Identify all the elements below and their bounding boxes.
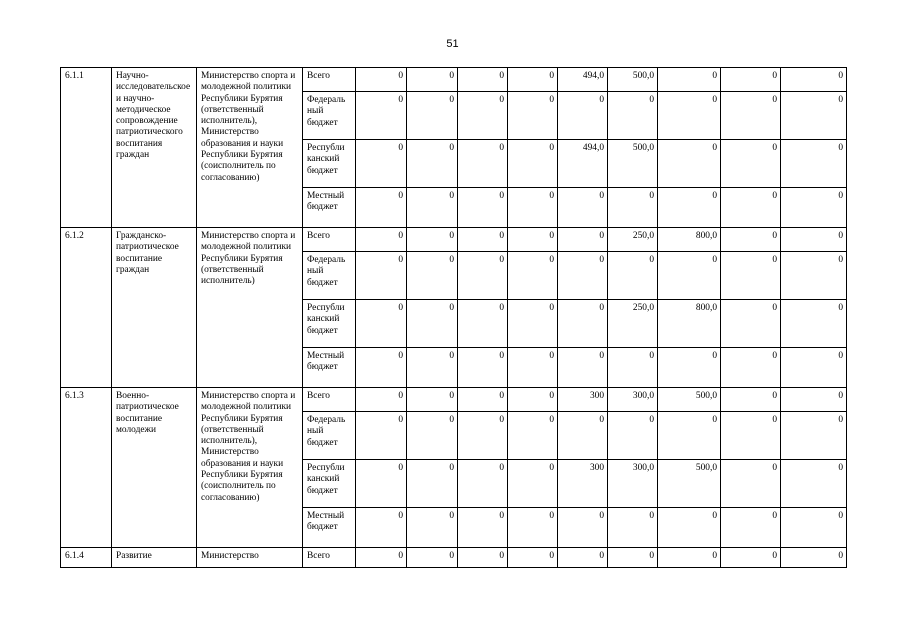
amount-cell: 0 <box>458 140 508 188</box>
amount-cell: 0 <box>458 388 508 412</box>
amount-cell: 0 <box>356 508 407 548</box>
amount-cell: 0 <box>356 252 407 300</box>
amount-cell: 0 <box>508 548 558 568</box>
amount-cell: 0 <box>407 300 458 348</box>
amount-cell: 0 <box>781 252 847 300</box>
amount-cell: 0 <box>407 68 458 92</box>
amount-cell: 0 <box>508 388 558 412</box>
amount-cell: 0 <box>356 68 407 92</box>
amount-cell: 0 <box>658 412 721 460</box>
amount-cell: 0 <box>458 412 508 460</box>
amount-cell: 494,0 <box>558 68 608 92</box>
amount-cell: 0 <box>508 348 558 388</box>
amount-cell: 0 <box>721 228 781 252</box>
amount-cell: 0 <box>407 92 458 140</box>
amount-cell: 0 <box>356 388 407 412</box>
funding-source: Всего <box>303 68 356 92</box>
amount-cell: 0 <box>356 228 407 252</box>
funding-source: Республи канский бюджет <box>303 140 356 188</box>
amount-cell: 0 <box>721 460 781 508</box>
amount-cell: 0 <box>658 68 721 92</box>
amount-cell: 0 <box>658 140 721 188</box>
amount-cell: 0 <box>608 412 658 460</box>
amount-cell: 300 <box>558 460 608 508</box>
amount-cell: 0 <box>721 140 781 188</box>
amount-cell: 500,0 <box>658 460 721 508</box>
amount-cell: 0 <box>458 68 508 92</box>
amount-cell: 494,0 <box>558 140 608 188</box>
amount-cell: 0 <box>608 508 658 548</box>
amount-cell: 0 <box>356 460 407 508</box>
amount-cell: 0 <box>407 388 458 412</box>
amount-cell: 0 <box>781 460 847 508</box>
amount-cell: 0 <box>356 92 407 140</box>
amount-cell: 0 <box>407 188 458 228</box>
amount-cell: 0 <box>781 68 847 92</box>
amount-cell: 0 <box>781 300 847 348</box>
amount-cell: 0 <box>721 348 781 388</box>
event-code: 6.1.3 <box>61 388 112 548</box>
amount-cell: 0 <box>558 348 608 388</box>
amount-cell: 0 <box>508 92 558 140</box>
amount-cell: 0 <box>356 548 407 568</box>
amount-cell: 0 <box>558 508 608 548</box>
amount-cell: 250,0 <box>608 228 658 252</box>
amount-cell: 0 <box>558 412 608 460</box>
amount-cell: 0 <box>508 68 558 92</box>
amount-cell: 0 <box>508 412 558 460</box>
amount-cell: 0 <box>458 548 508 568</box>
amount-cell: 800,0 <box>658 300 721 348</box>
table-row <box>61 68 847 92</box>
amount-cell: 0 <box>407 508 458 548</box>
amount-cell: 0 <box>558 252 608 300</box>
amount-cell: 0 <box>558 228 608 252</box>
amount-cell: 0 <box>558 92 608 140</box>
amount-cell: 0 <box>356 300 407 348</box>
amount-cell: 0 <box>721 188 781 228</box>
event-code: 6.1.1 <box>61 68 112 228</box>
amount-cell: 0 <box>458 188 508 228</box>
amount-cell: 0 <box>721 508 781 548</box>
event-name: Развитие <box>112 548 197 568</box>
funding-source: Федераль ный бюджет <box>303 92 356 140</box>
amount-cell: 0 <box>458 252 508 300</box>
amount-cell: 0 <box>781 412 847 460</box>
amount-cell: 0 <box>458 300 508 348</box>
amount-cell: 0 <box>608 548 658 568</box>
budget-table <box>60 67 847 568</box>
amount-cell: 0 <box>781 508 847 548</box>
page-number: 51 <box>446 38 459 50</box>
table-row <box>61 388 847 412</box>
amount-cell: 0 <box>508 252 558 300</box>
event-name: Гражданско-патриотическое воспитание граждан <box>112 228 197 388</box>
amount-cell: 0 <box>407 140 458 188</box>
amount-cell: 0 <box>407 252 458 300</box>
amount-cell: 0 <box>781 348 847 388</box>
amount-cell: 0 <box>781 188 847 228</box>
funding-source: Республи канский бюджет <box>303 460 356 508</box>
amount-cell: 0 <box>407 548 458 568</box>
amount-cell: 0 <box>508 460 558 508</box>
amount-cell: 0 <box>407 228 458 252</box>
amount-cell: 0 <box>508 508 558 548</box>
amount-cell: 0 <box>458 508 508 548</box>
event-code: 6.1.4 <box>61 548 112 568</box>
amount-cell: 0 <box>356 140 407 188</box>
table-row <box>61 548 847 568</box>
amount-cell: 0 <box>781 548 847 568</box>
amount-cell: 0 <box>721 300 781 348</box>
responsible-executor: Министерство спорта и молодежной политики Республики Бурятия (ответственный исполнитель), Министерство образования и науки Республики Бурятия (соисполнитель по согласованию) <box>197 388 303 548</box>
amount-cell: 250,0 <box>608 300 658 348</box>
amount-cell: 0 <box>781 140 847 188</box>
amount-cell: 0 <box>558 188 608 228</box>
amount-cell: 0 <box>721 252 781 300</box>
amount-cell: 0 <box>508 228 558 252</box>
amount-cell: 0 <box>721 388 781 412</box>
amount-cell: 0 <box>558 300 608 348</box>
funding-source: Всего <box>303 388 356 412</box>
amount-cell: 0 <box>658 92 721 140</box>
responsible-executor: Министерство спорта и молодежной политики Республики Бурятия (ответственный исполнитель) <box>197 228 303 388</box>
amount-cell: 500,0 <box>608 68 658 92</box>
table-row <box>61 228 847 252</box>
amount-cell: 0 <box>608 252 658 300</box>
amount-cell: 0 <box>721 548 781 568</box>
amount-cell: 0 <box>658 548 721 568</box>
funding-source: Местный бюджет <box>303 188 356 228</box>
amount-cell: 0 <box>508 188 558 228</box>
amount-cell: 0 <box>781 228 847 252</box>
funding-source: Федераль ный бюджет <box>303 412 356 460</box>
responsible-executor: Министерство спорта и молодежной политики Республики Бурятия (ответственный исполнитель), Министерство образования и науки Республики Бурятия (соисполнитель по согласованию) <box>197 68 303 228</box>
amount-cell: 0 <box>658 252 721 300</box>
amount-cell: 0 <box>407 348 458 388</box>
amount-cell: 0 <box>458 92 508 140</box>
amount-cell: 300 <box>558 388 608 412</box>
amount-cell: 0 <box>356 348 407 388</box>
funding-source: Федераль ный бюджет <box>303 252 356 300</box>
amount-cell: 0 <box>356 412 407 460</box>
amount-cell: 0 <box>356 188 407 228</box>
amount-cell: 0 <box>781 388 847 412</box>
amount-cell: 0 <box>508 300 558 348</box>
amount-cell: 0 <box>658 348 721 388</box>
funding-source: Республи канский бюджет <box>303 300 356 348</box>
amount-cell: 300,0 <box>608 388 658 412</box>
amount-cell: 800,0 <box>658 228 721 252</box>
amount-cell: 500,0 <box>608 140 658 188</box>
amount-cell: 0 <box>608 188 658 228</box>
amount-cell: 0 <box>721 92 781 140</box>
funding-source: Местный бюджет <box>303 348 356 388</box>
amount-cell: 0 <box>608 92 658 140</box>
amount-cell: 0 <box>721 68 781 92</box>
funding-source: Всего <box>303 228 356 252</box>
funding-source: Всего <box>303 548 356 568</box>
event-name: Научно-исследовательское и научно-методическое сопровождение патриотического воспитания граждан <box>112 68 197 228</box>
amount-cell: 0 <box>658 188 721 228</box>
amount-cell: 0 <box>458 228 508 252</box>
amount-cell: 500,0 <box>658 388 721 412</box>
responsible-executor: Министерство <box>197 548 303 568</box>
amount-cell: 0 <box>508 140 558 188</box>
amount-cell: 0 <box>608 348 658 388</box>
amount-cell: 0 <box>407 412 458 460</box>
event-code: 6.1.2 <box>61 228 112 388</box>
amount-cell: 0 <box>458 460 508 508</box>
amount-cell: 0 <box>721 412 781 460</box>
amount-cell: 300,0 <box>608 460 658 508</box>
amount-cell: 0 <box>658 508 721 548</box>
funding-source: Местный бюджет <box>303 508 356 548</box>
amount-cell: 0 <box>407 460 458 508</box>
amount-cell: 0 <box>458 348 508 388</box>
amount-cell: 0 <box>781 92 847 140</box>
amount-cell: 0 <box>558 548 608 568</box>
event-name: Военно-патриотическое воспитание молодежи <box>112 388 197 548</box>
